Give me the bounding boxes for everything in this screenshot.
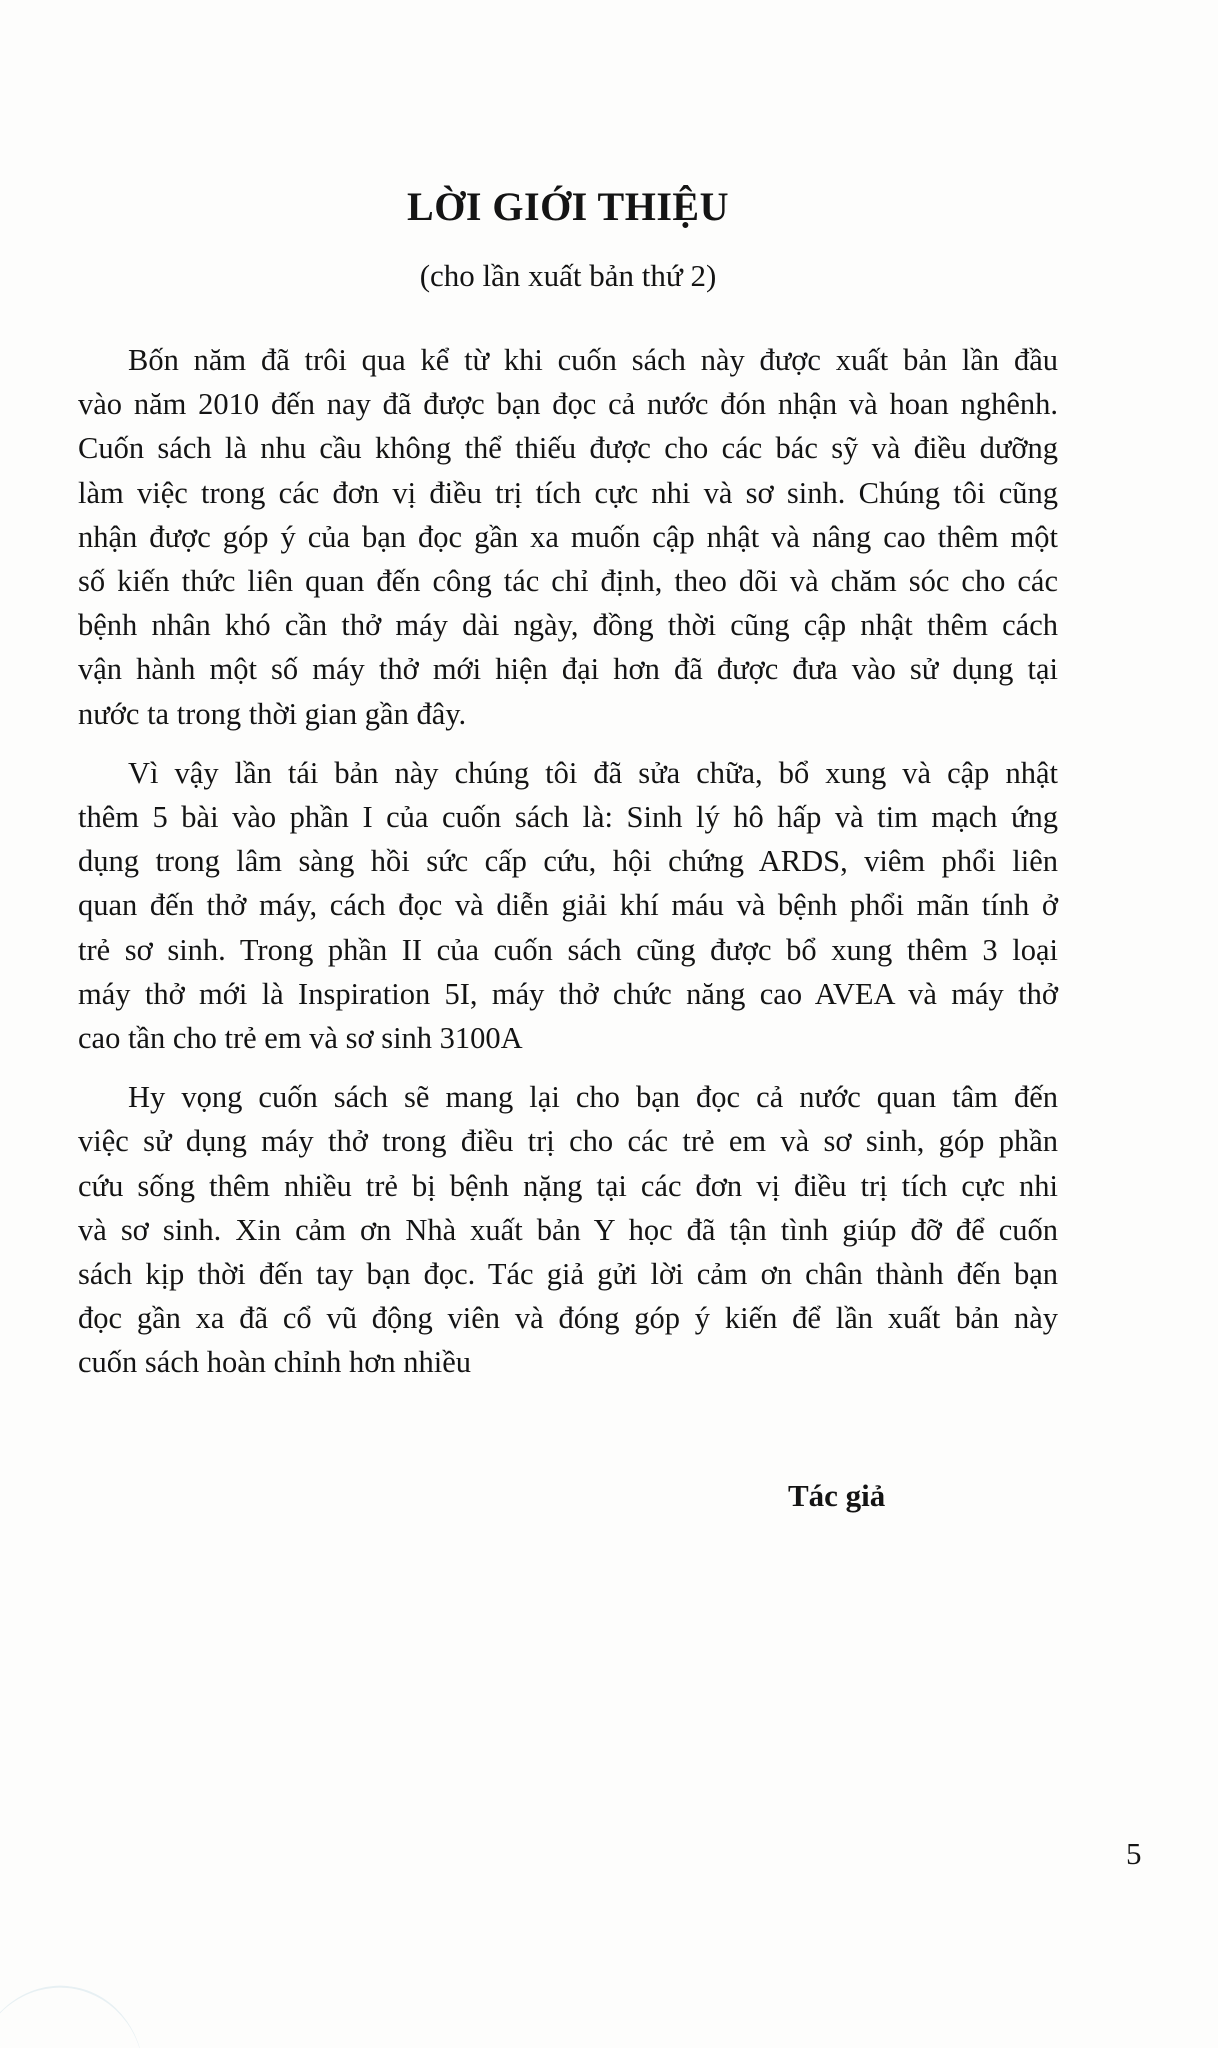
paragraph [78,751,1058,1060]
author-signature: Tác giả [788,1478,886,1513]
paragraph-line: vận hành một số máy thở mới hiện đại hơn đã được đưa vào sử dụng tại [78,652,1058,687]
paragraph-line: nhận được góp ý của bạn đọc gần xa muốn cập nhật và nâng cao thêm một [78,519,1058,554]
paragraph-line: máy thở mới là Inspiration 5I, máy thở chức năng cao AVEA và máy thở [78,976,1058,1011]
page-number: 5 [1126,1836,1142,1871]
paragraph-line: dụng trong lâm sàng hồi sức cấp cứu, hội chứng ARDS, viêm phổi liên [78,844,1058,879]
page-content [78,184,1058,1385]
paragraph-line: Hy vọng cuốn sách sẽ mang lại cho bạn đọc cả nước quan tâm đến [128,1080,1058,1115]
paragraph-line: Vì vậy lần tái bản này chúng tôi đã sửa chữa, bổ xung và cập nhật [128,755,1058,790]
paragraph [78,338,1058,736]
paragraph-line: nước ta trong thời gian gần đây. [78,696,467,731]
paragraph-line: thêm 5 bài vào phần I của cuốn sách là: Sinh lý hô hấp và tim mạch ứng [78,800,1058,835]
page-subtitle: (cho lần xuất bản thứ 2) [419,258,717,293]
paragraph [78,1075,1058,1384]
paragraph-line: cứu sống thêm nhiều trẻ bị bệnh nặng tại các đơn vị điều trị tích cực nhi [78,1168,1058,1203]
paragraph-line: cuốn sách hoàn chỉnh hơn nhiều [78,1345,472,1380]
body-text [78,338,1058,1385]
paragraph-line: Bốn năm đã trôi qua kể từ khi cuốn sách này được xuất bản lần đầu [128,343,1058,377]
paragraph-line: làm việc trong các đơn vị điều trị tích cực nhi và sơ sinh. Chúng tôi cũng [78,475,1058,510]
paragraph-line: số kiến thức liên quan đến công tác chỉ định, theo dõi và chăm sóc cho các [78,564,1058,599]
paragraph-line: vào năm 2010 đến nay đã được bạn đọc cả nước đón nhận và hoan nghênh. [78,387,1058,422]
scan-artifact [0,1975,156,2048]
paragraph-line: sách kịp thời đến tay bạn đọc. Tác giả gửi lời cảm ơn chân thành đến bạn [78,1257,1058,1292]
paragraph-line: bệnh nhân khó cần thở máy dài ngày, đồng thời cũng cập nhật thêm cách [78,608,1058,643]
paragraph-line: Cuốn sách là nhu cầu không thể thiếu được cho các bác sỹ và điều dưỡng [78,431,1058,466]
paragraph-line: đọc gần xa đã cổ vũ động viên và đóng góp ý kiến để lần xuất bản này [78,1301,1058,1336]
paragraph-line: và sơ sinh. Xin cảm ơn Nhà xuất bản Y học đã tận tình giúp đỡ để cuốn [78,1212,1058,1247]
paragraph-line: trẻ sơ sinh. Trong phần II của cuốn sách cũng được bổ xung thêm 3 loại [78,932,1058,967]
page-title: LỜI GIỚI THIỆU [407,184,729,229]
paragraph-line: quan đến thở máy, cách đọc và diễn giải khí máu và bệnh phổi mãn tính ở [78,888,1058,923]
paragraph-line: việc sử dụng máy thở trong điều trị cho các trẻ em và sơ sinh, góp phần [78,1124,1058,1159]
paragraph-line: cao tần cho trẻ em và sơ sinh 3100A [78,1021,523,1056]
